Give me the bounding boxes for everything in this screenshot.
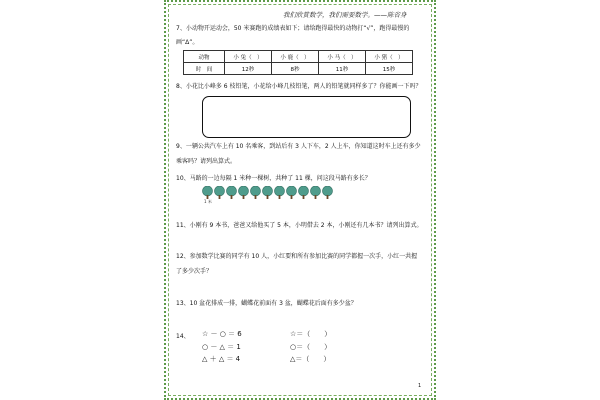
table-cell-time: 15秒: [366, 63, 413, 75]
tree-icon: [322, 186, 333, 199]
question-7-text: 7、小动物开运动会，50 米赛跑的成绩表如下；请给跑得最快的动物打“√”，跑得最慢的: [176, 25, 410, 32]
question-13-text: 13、10 盆花排成一排，蝴蝶花前面有 3 盆，蝴蝶花后面有多少盆？: [176, 300, 357, 307]
question-7-text-line2: 画“Δ”。: [176, 39, 199, 46]
scale-label: 1 米: [204, 199, 212, 204]
page-number: 1: [418, 383, 422, 389]
question-10-text: 10、马路的一边每隔 1 米种一棵树，共种了 11 棵，问这段马路有多长？: [176, 175, 371, 182]
question-11-text: 11、小刚有 9 本书，爸爸又给他买了 5 本，小明借去 2 本，小刚还有几本书？请列出算式。: [176, 222, 423, 229]
tree-icon: [298, 186, 309, 199]
table-cell-animal[interactable]: 小 鹿（ ）: [272, 51, 319, 63]
answer-drawing-box[interactable]: [202, 96, 411, 138]
table-header-animal: 动物: [184, 51, 225, 63]
question-14-number: 14、: [176, 333, 190, 340]
tree-icon: [250, 186, 261, 199]
question-12-text: 12、参加数学比赛的同学有 10 人，小红要和所有参加比赛的同学都握一次手，小红一共握: [176, 253, 418, 260]
answer-blank[interactable]: △＝（ ）: [290, 355, 331, 363]
equation-line: ☆ － ○ ＝ 6: [202, 330, 242, 338]
table-row: [184, 63, 413, 75]
table-cell-time: 12秒: [225, 63, 272, 75]
header-motto: 我们欣赏数学，我们需要数学。——陈省身: [283, 11, 407, 19]
tree-icon: [214, 186, 225, 199]
table-row: [184, 51, 413, 63]
question-12-text-line2: 了多少次手？: [176, 268, 213, 275]
table-cell-animal[interactable]: 小 猪（ ）: [366, 51, 413, 63]
equation-line: ○ － △ ＝ 1: [202, 343, 241, 351]
equation-line: △ ＋ △ ＝ 4: [202, 355, 241, 363]
race-results-table: [183, 50, 413, 75]
tree-icon: [262, 186, 273, 199]
answer-blank[interactable]: ○＝（ ）: [290, 343, 332, 351]
tree-icon: [202, 186, 213, 199]
question-9-text-line2: 乘客吗？请列出算式。: [176, 158, 237, 165]
tree-icon: [274, 186, 285, 199]
table-cell-time: 11秒: [319, 63, 366, 75]
question-8-text: 8、小花比小峰多 6 枝铅笔，小花给小峰几枝铅笔，两人的铅笔就同样多了？你能画一下吗？: [176, 83, 422, 90]
tree-icon: [286, 186, 297, 199]
table-header-time: 时 间: [184, 63, 225, 75]
question-9-text: 9、一辆公共汽车上有 10 名乘客，到站后有 3 人下车，2 人上车，你知道这时车上还有多少: [176, 143, 421, 150]
table-cell-animal[interactable]: 小 兔（ ）: [225, 51, 272, 63]
table-cell-time: 8秒: [272, 63, 319, 75]
tree-icon: [226, 186, 237, 199]
table-cell-animal[interactable]: 小 马（ ）: [319, 51, 366, 63]
answer-blank[interactable]: ☆＝（ ）: [290, 330, 332, 338]
tree-row: [202, 186, 333, 199]
tree-icon: [238, 186, 249, 199]
tree-icon: [310, 186, 321, 199]
